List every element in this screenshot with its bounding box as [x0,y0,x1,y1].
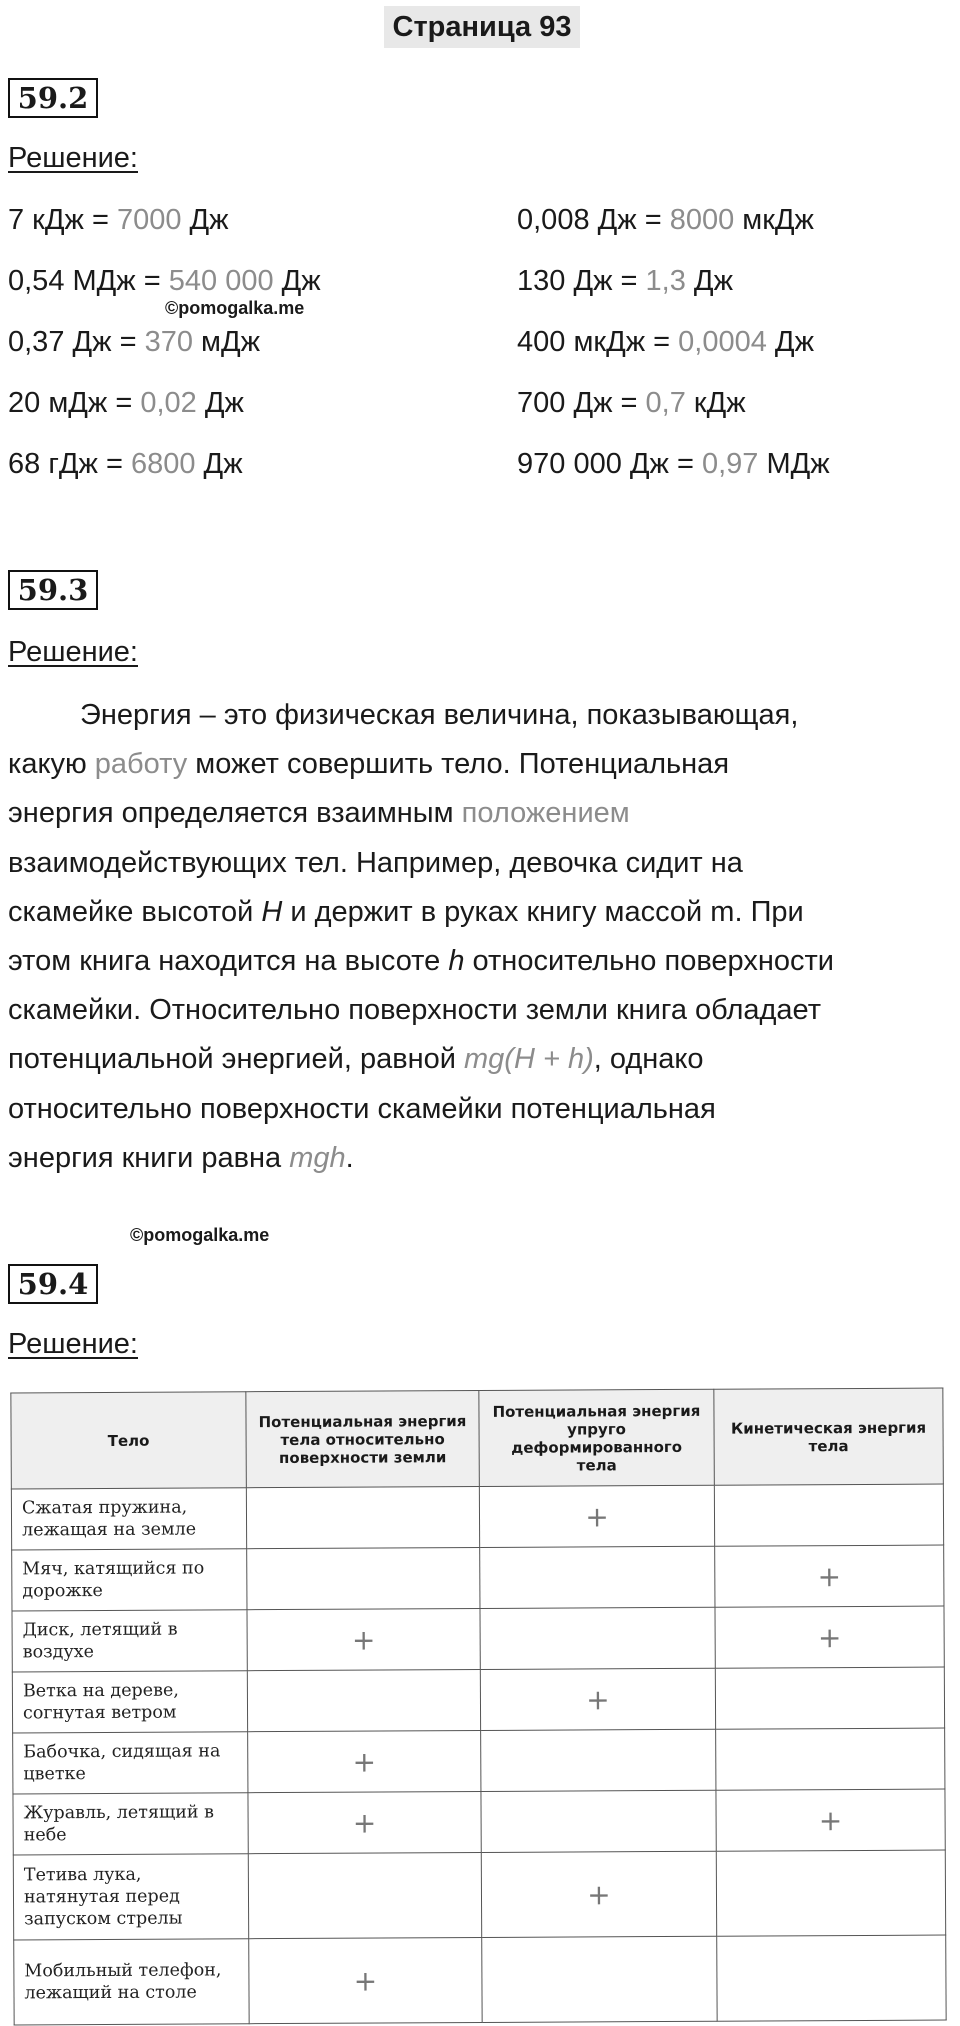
mark-cell [248,1852,481,1938]
table-row [13,1728,945,1794]
mark-cell [716,1850,945,1936]
conversion-row: 0,008 Дж = 8000 мкДж [517,204,814,236]
conversion-row: 0,54 МДж = 540 000 Дж [8,265,321,297]
mark-cell [247,1547,480,1609]
header-kinetic: Кинетическая энергия тела [714,1388,943,1485]
table-row [14,1935,946,2025]
mark-cell [716,1728,945,1790]
paragraph-line: скамейки. Относительно поверхности земли книга обладает [8,994,822,1027]
table-row [12,1667,944,1733]
solution-label-59-4: Решение: [8,1328,138,1360]
paragraph-line: скамейке высотой H и держит в руках книгу массой m. При [8,895,804,928]
table-row [12,1606,944,1672]
mark-cell [246,1486,479,1548]
mark-cell [715,1667,944,1729]
solution-label-59-2: Решение: [8,142,138,174]
mark-cell [481,1729,716,1791]
body-cell: Мяч, катящийся по дорожке [12,1549,247,1611]
conversion-row: 68 гДж = 6800 Дж [8,448,243,480]
mark-cell: + [716,1789,945,1851]
mark-cell: + [715,1545,944,1607]
header-potential-earth: Потенциальная энергия тела относительно поверхности земли [246,1390,479,1487]
task-number-59-2: 59.2 [8,78,98,118]
body-cell: Мобильный телефон, лежащий на столе [14,1939,249,2025]
mark-cell: + [248,1791,481,1853]
mark-cell [480,1546,715,1608]
table-row [13,1789,945,1855]
table-row [13,1850,945,1940]
mark-cell: + [248,1730,481,1792]
conversion-row: 970 000 Дж = 0,97 МДж [517,448,830,480]
conversion-row: 700 Дж = 0,7 кДж [517,387,746,419]
energy-table [10,1388,946,2026]
mark-cell [481,1790,716,1852]
task-number-59-4: 59.4 [8,1264,98,1304]
table-header-row [11,1388,943,1489]
watermark: ©pomogalka.me [165,298,305,318]
paragraph-line: энергия книги равна mgh. [8,1141,354,1174]
paragraph-line: энергия определяется взаимным положением [8,797,630,830]
mark-cell: + [481,1851,716,1937]
body-cell: Тетива лука, натянутая перед запуском стрелы [13,1854,248,1940]
conversion-row: 20 мДж = 0,02 Дж [8,387,244,419]
header-potential-elastic: Потенциальная энергия упруго деформированного тела [479,1389,714,1486]
solution-label-59-3: Решение: [8,636,138,668]
conversion-row: 7 кДж = 7000 Дж [8,204,229,236]
conversion-row: 400 мкДж = 0,0004 Дж [517,326,814,358]
body-cell: Бабочка, сидящая на цветке [13,1732,248,1794]
table-row [11,1484,943,1550]
paragraph-line: Энергия – это физическая величина, показывающая, [80,699,799,731]
page-title: Страница 93 [384,6,580,48]
watermark: ©pomogalka.me [130,1225,270,1245]
conversion-row: 0,37 Дж = 370 мДж [8,326,261,358]
paragraph-line: этом книга находится на высоте h относительно поверхности [8,944,834,977]
conversion-row: 130 Дж = 1,3 Дж [517,265,733,297]
body-cell: Журавль, летящий в небе [13,1793,248,1855]
mark-cell [482,1936,717,2022]
mark-cell: + [479,1485,714,1547]
mark-cell [480,1607,715,1669]
paragraph-line: взаимодействующих тел. Например, девочка сидит на [8,846,743,879]
mark-cell: + [247,1608,480,1670]
paragraph-line: относительно поверхности скамейки потенциальная [8,1092,716,1125]
paragraph-line: какую работу может совершить тело. Потенциальная [8,748,730,781]
paragraph-line: потенциальной энергией, равной mg(H + h), однако [8,1043,704,1076]
solution-paragraph-59-3 [8,691,958,1183]
mark-cell [247,1669,480,1731]
task-number-59-3: 59.3 [8,570,98,610]
header-body: Тело [11,1392,246,1489]
body-cell: Ветка на дереве, согнутая ветром [12,1671,247,1733]
body-cell: Сжатая пружина, лежащая на земле [11,1488,246,1550]
mark-cell [717,1935,946,2021]
mark-cell: + [480,1668,715,1730]
mark-cell: + [715,1606,944,1668]
body-cell: Диск, летящий в воздухе [12,1610,247,1672]
mark-cell [714,1484,943,1546]
mark-cell: + [249,1937,482,2023]
table-row [12,1545,944,1611]
